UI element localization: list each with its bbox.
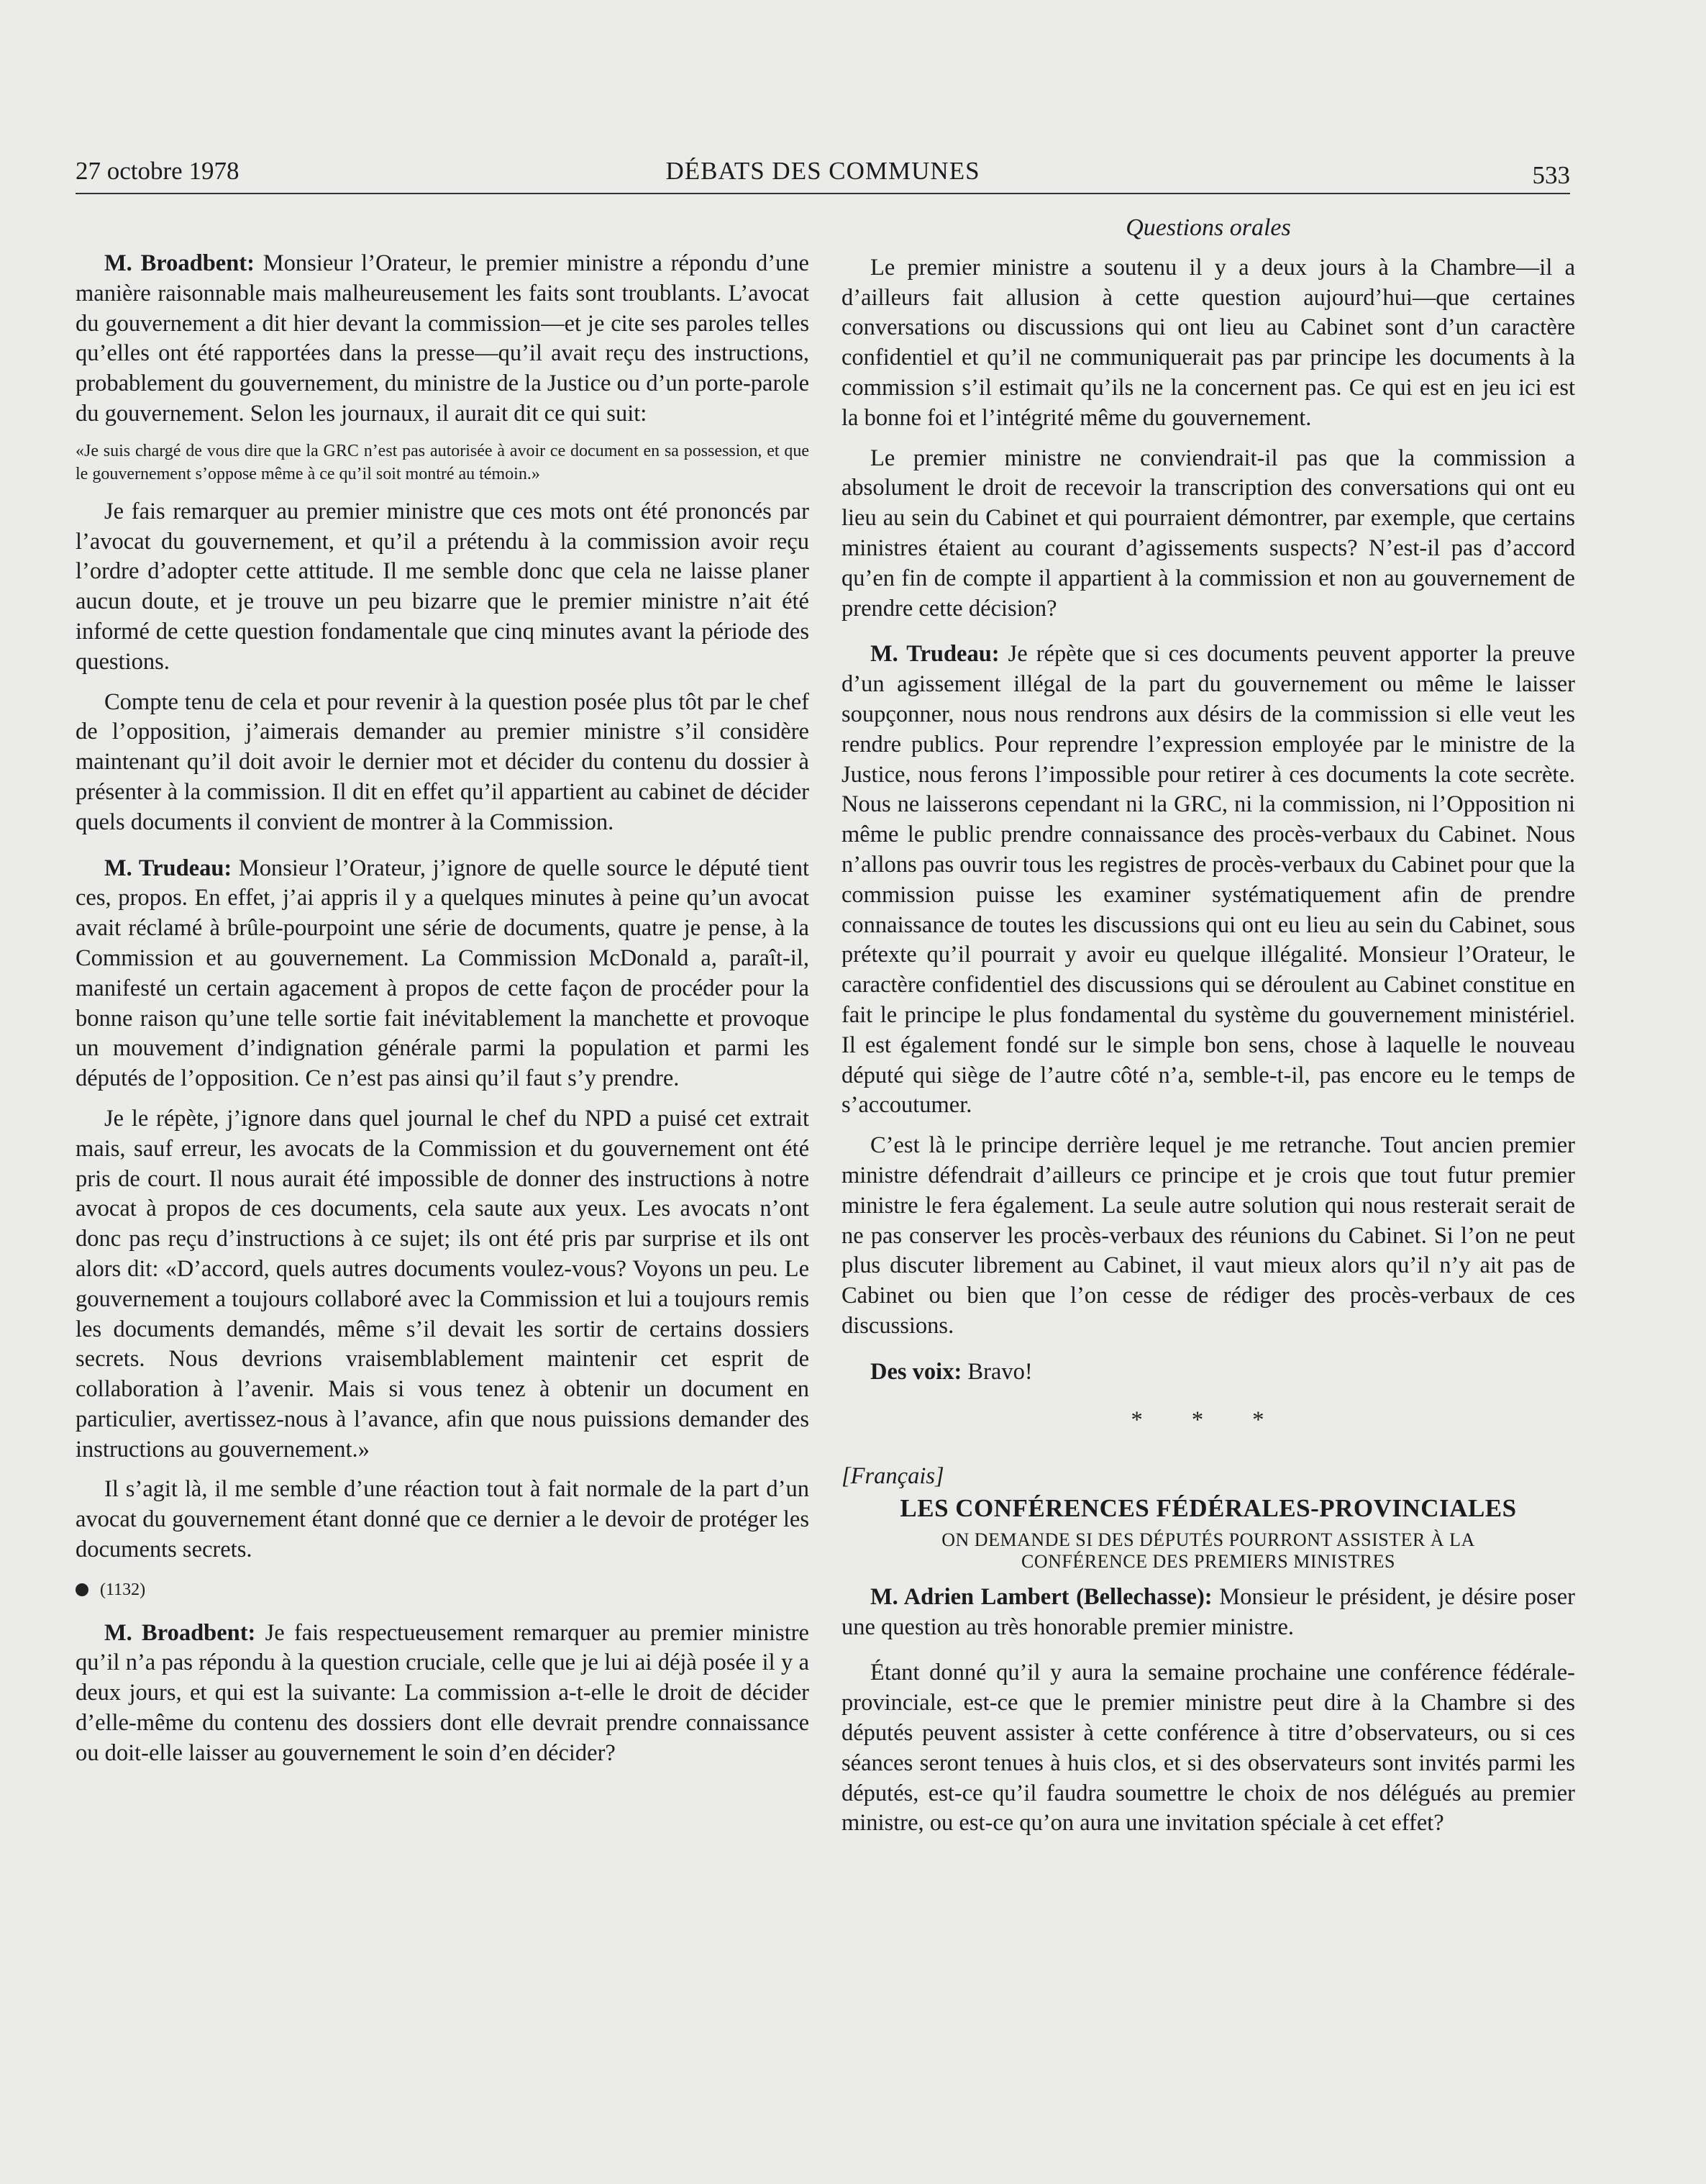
section-subheading xyxy=(841,1529,1575,1573)
paragraph: Je le répète, j’ignore dans quel journal le chef du NPD a puisé cet extrait mais, sauf erreur, les avocats de la Commission et du gouvernement ont été pris de court. Il nous aurait été impossible de donner des instructions à notre avocat à propos de ces documents, cela saute aux yeux. Les avocats n’ont donc pas reçu d’instructions à ce sujet; ils ont été pris par surprise et ils ont alors dit: «D’accord, quels autres documents voulez-vous? Voyons un peu. Le gouvernement a toujours collaboré avec la Commission et lui a toujours remis les documents demandés, même s’il devait les sortir de certains dossiers secrets. Nous devrions vraisemblablement maintenir cet esprit de collaboration à l’avenir. Mais si vous tenez à obtenir un document en particulier, avertissez-nous à l’avance, afin que nous puissions demander des instructions au gouvernement.» xyxy=(76,1105,809,1462)
paragraph xyxy=(76,249,809,429)
paragraph: Il s’agit là, il me semble d’une réaction tout à fait normale de la part d’un avocat du gouvernement étant donné que ce dernier a le devoir de protéger les documents secrets. xyxy=(76,1476,809,1563)
paragraph: C’est là le principe derrière lequel je me retranche. Tout ancien premier ministre défendrait d’ailleurs ce principe et je crois que tout futur premier ministre le fera également. La seule autre solution qui nous resterait serait de ne pas conserver les procès-verbaux des réunions du Cabinet. Si l’on ne peut plus discuter librement au Cabinet, il vaut mieux alors qu’il n’y ait pas de Cabinet ou bien que l’on cesse de rédiger des procès-verbaux de ces discussions. xyxy=(841,1132,1575,1339)
time-marker xyxy=(76,1575,809,1606)
paragraph xyxy=(841,640,1575,1121)
paragraph xyxy=(76,854,809,1094)
paragraph-text: Monsieur l’Orateur, le premier ministre a répondu d’une manière raisonnable mais malheureusement les faits sont troublants. L’avocat du gouvernement a dit hier devant la commission—et je cite ses paroles telles qu’elles ont été rapportées dans la presse—qu’il avait reçu des instructions, probablement du gouvernement, du ministre de la Justice ou d’un porte-parole du gouvernement. Selon les journaux, il aurait dit ce qui suit: xyxy=(76,250,809,427)
paragraph: Le premier ministre a soutenu il y a deux jours à la Chambre—il a d’ailleurs fait allusion à cette question aujourd’hui—que certaines conversations ou discussions qui ont lieu au Cabinet sont d’un caractère confidentiel et qu’il ne communiquerait pas par principe les documents à la commission s’il estimait qu’ils ne la concernent pas. Ce qui est en jeu ici est la bonne foi et l’intégrité même du gouvernement. xyxy=(841,254,1575,431)
speaker-name: M. Broadbent: xyxy=(104,1619,256,1646)
speaker-name: M. Trudeau: xyxy=(104,855,232,881)
paragraph xyxy=(76,1619,809,1769)
speaker-name: M. Trudeau: xyxy=(870,641,1000,668)
paragraph-text: Je répète que si ces documents peuvent apporter la preuve d’un agissement illégal de la part du gouvernement ou même le laisser soupçonner, nous nous rendrons aux désirs de la commission si elle veut les rendre publics. Pour reprendre l’expression employée par le ministre de la Justice, nous ferons l’impossible pour retirer à ces documents la cote secrète. Nous ne laisserons cependant ni la GRC, ni la commission, ni l’Opposition ni même le public prendre connaissance des procès-verbaux du Cabinet. Nous n’allons pas ouvrir tous les registres de procès-verbaux du Cabinet pour que la commission puisse les examiner systématiquement afin de prendre connaissance de toutes les discussions qui ont eu lieu au sein du Cabinet, sous prétexte qu’il pourrait y avoir eu quelque illégalité. Monsieur l’Orateur, le caractère confidentiel des discussions qui se déroulent au Cabinet constitue en fait le principe le plus fondamental du système du gouvernement ministériel. Il est également fondé sur le simple bon sens, chose à laquelle le nouveau député qui siège de l’autre côté n’a, semble-t-il, pas encore eu le temps de s’accoutumer. xyxy=(841,641,1575,1119)
subheading-line: CONFÉRENCE DES PREMIERS MINISTRES xyxy=(1021,1550,1395,1572)
header-date: 27 octobre 1978 xyxy=(76,157,240,185)
section-heading: LES CONFÉRENCES FÉDÉRALES-PROVINCIALES xyxy=(900,1494,1517,1523)
section-separator: * * * xyxy=(1131,1407,1286,1434)
paragraph-text: Bravo! xyxy=(962,1358,1033,1385)
right-column xyxy=(841,213,1575,1849)
language-tag: [Français] xyxy=(841,1463,944,1490)
page-header xyxy=(76,157,1570,194)
section-label: Questions orales xyxy=(1126,214,1291,241)
speaker-name: Des voix: xyxy=(870,1358,962,1385)
speaker-name: M. Broadbent: xyxy=(104,250,255,276)
bullet-dot-icon xyxy=(76,1583,88,1596)
speaker-name: M. Adrien Lambert (Bellechasse): xyxy=(870,1583,1213,1610)
page-number: 533 xyxy=(1532,161,1570,189)
subheading-line: ON DEMANDE SI DES DÉPUTÉS POURRONT ASSISTER À LA xyxy=(941,1529,1475,1550)
paragraph-text: Monsieur l’Orateur, j’ignore de quelle source le député tient ces, propos. En effet, j’ai appris il y a quelques minutes à peine qu’un avocat avait réclamé à brûle-pourpoint une série de documents, quatre je pense, à la Commission et au gouvernement. La Commission McDonald a, paraît-il, manifesté un certain agacement à propos de cette façon de procéder pour la bonne raison qu’une telle sortie fait inévitablement la manchette et provoque un mouvement d’indignation générale parmi la population et parmi les députés de l’opposition. Ce n’est pas ainsi qu’il faut s’y prendre. xyxy=(76,855,809,1092)
left-column xyxy=(76,213,809,1779)
header-title: DÉBATS DES COMMUNES xyxy=(665,157,980,185)
paragraph xyxy=(841,1357,1575,1388)
paragraph: Le premier ministre ne conviendrait-il pas que la commission a absolument le droit de recevoir la transcription des conversations qui ont eu lieu au sein du Cabinet et qui pourraient démontrer, par exemple, que certains ministres étaient au courant d’agissements suspects? N’est-il pas d’accord qu’en fin de compte il appartient à la commission et non au gouvernement de prendre cette décision? xyxy=(841,445,1575,622)
block-quote: «Je suis chargé de vous dire que la GRC n’est pas autorisée à avoir ce document en sa possession, et que le gouvernement s’oppose même à ce qu’il soit montré au témoin.» xyxy=(76,441,809,483)
paragraph xyxy=(841,1583,1575,1643)
paragraph-text: Monsieur le président, je désire poser une question au très honorable premier ministre. xyxy=(841,1583,1575,1640)
time-marker-text: (1132) xyxy=(100,1580,146,1599)
paragraph-text: Je fais respectueusement remarquer au premier ministre qu’il n’a pas répondu à la question cruciale, celle que je lui ai déjà posée il y a deux jours, et qui est la suivante: La commission a-t-elle le droit de décider d’elle-même du contenu des dossiers dont elle devrait prendre connaissance ou doit-elle laisser au gouvernement le soin d’en décider? xyxy=(76,1619,809,1766)
paragraph: Je fais remarquer au premier ministre que ces mots ont été prononcés par l’avocat du gouvernement, et qu’il a prétendu à la commission avoir reçu l’ordre d’adopter cette attitude. Il me semble donc que cela ne laisse planer aucun doute, et je trouve un peu bizarre que le premier ministre n’ait été informé de cette question fondamentale que cinq minutes avant la période des questions. xyxy=(76,498,809,675)
paragraph: Étant donné qu’il y aura la semaine prochaine une conférence fédérale-provinciale, est-ce que le premier ministre peut dire à la Chambre si des députés peuvent assister à cette conférence à titre d’observateurs, ou si ces séances seront tenues à huis clos, et si des observateurs sont invités parmi les députés, est-ce qu’il faudra soumettre le choix de nos délégués au premier ministre, ou est-ce qu’on aura une invitation spéciale à cet effet? xyxy=(841,1660,1575,1837)
paragraph: Compte tenu de cela et pour revenir à la question posée plus tôt par le chef de l’opposition, j’aimerais demander au premier ministre s’il considère maintenant qu’il doit avoir le dernier mot et décider du contenu du dossier à présenter à la commission. Il dit en effet qu’il appartient au cabinet de décider quels documents il convient de montrer à la Commission. xyxy=(76,688,809,835)
